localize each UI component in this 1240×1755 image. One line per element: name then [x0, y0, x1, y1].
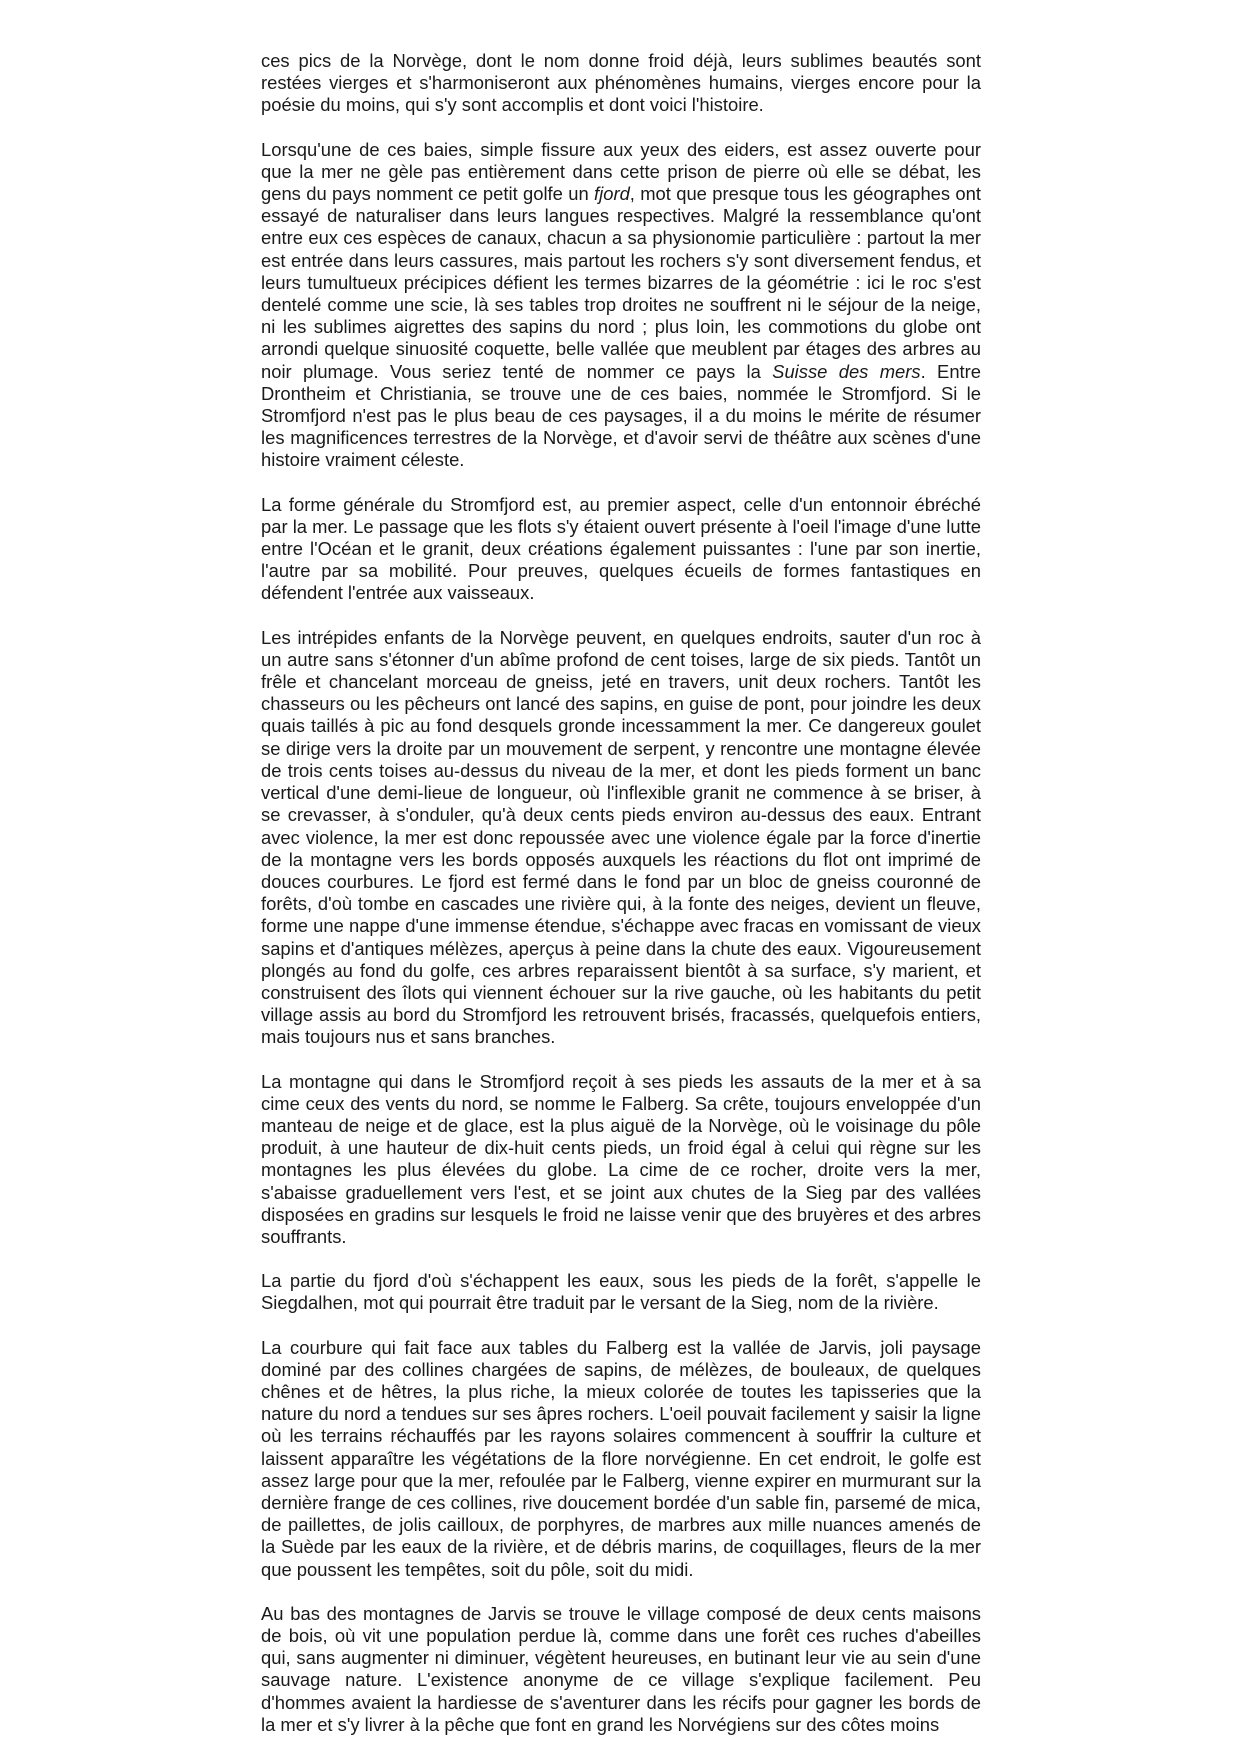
- document-page: [261, 50, 981, 1736]
- paragraph-1: ces pics de la Norvège, dont le nom donne froid déjà, leurs sublimes beautés sont restées vierges et s'harmoniseront aux phénomènes humains, vierges encore pour la poésie du moins, qui s'y sont accomplis et dont voici l'histoire.: [261, 50, 981, 116]
- paragraph-7: La courbure qui fait face aux tables du Falberg est la vallée de Jarvis, joli paysage dominé par des collines chargées de sapins, de mélèzes, de bouleaux, de quelques chênes et de hêtres, la plus riche, la mieux colorée de toutes les tapisseries que la nature du nord a tendues sur ses âpres rochers. L'oeil pouvait facilement y saisir la ligne où les terrains réchauffés par les rayons solaires commencent à souffrir la culture et laissent apparaître les végétations de la flore norvégienne. En cet endroit, le golfe est assez large pour que la mer, refoulée par le Falberg, vienne expirer en murmurant sur la dernière frange de ces collines, rive doucement bordée d'un sable fin, parsemé de mica, de paillettes, de jolis cailloux, de porphyres, de marbres aux mille nuances amenés de la Suède par les eaux de la rivière, et de débris marins, de coquillages, fleurs de la mer que poussent les tempêtes, soit du pôle, soit du midi.: [261, 1336, 981, 1580]
- paragraph-2: [261, 139, 981, 472]
- italic-term-fjord: fjord: [594, 183, 630, 205]
- paragraph-2-text-c: . Entre Drontheim et Christiania, se trouve une de ces baies, nommée le Stromfjord. Si le Stromfjord n'est pas le plus beau de ces paysages, il a du moins le mérite de résumer les magnificences terrestres de la Norvège, et d'avoir servi de théâtre aux scènes d'une histoire vraiment céleste.: [261, 360, 982, 471]
- paragraph-2-text-a: Lorsqu'une de ces baies, simple fissure aux yeux des eiders, est assez ouverte pour que la mer ne gèle pas entièrement dans cette prison de pierre où elle se débat, les gens du pays nomment ce petit golfe un: [261, 138, 981, 205]
- italic-term-suisse-des-mers: Suisse des mers: [772, 360, 921, 382]
- paragraph-3: La forme générale du Stromfjord est, au premier aspect, celle d'un entonnoir ébréché par la mer. Le passage que les flots s'y étaient ouvert présente à l'oeil l'image d'une lutte entre l'Océan et le granit, deux créations également puissantes : l'une par son inertie, l'autre par sa mobilité. Pour preuves, quelques écueils de formes fantastiques en défendent l'entrée aux vaisseaux.: [261, 493, 981, 604]
- paragraph-8: Au bas des montagnes de Jarvis se trouve le village composé de deux cents maisons de bois, où vit une population perdue là, comme dans une forêt ces ruches d'abeilles qui, sans augmenter ni diminuer, végètent heureuses, en butinant leur vie au sein d'une sauvage nature. L'existence anonyme de ce village s'explique facilement. Peu d'hommes avaient la hardiesse de s'aventurer dans les récifs pour gagner les bords de la mer et s'y livrer à la pêche que font en grand les Norvégiens sur des côtes moins: [261, 1602, 981, 1735]
- paragraph-2-text-b: , mot que presque tous les géographes ont essayé de naturaliser dans leurs langues respectives. Malgré la ressemblance qu'ont entre eux ces espèces de canaux, chacun a sa physionomie particulière : partout la mer est entrée dans leurs cassures, mais partout les rochers s'y sont diversement fendus, et leurs tumultueux précipices défient les termes bizarres de la géométrie : ici le roc s'est dentelé comme une scie, là ses tables trop droites ne souffrent ni le séjour de la neige, ni les sublimes aigrettes des sapins du nord ; plus loin, les commotions du globe ont arrondi quelque sinuosité coquette, belle vallée que meublent par étages des arbres au noir plumage. Vous seriez tenté de nommer ce pays la: [261, 183, 981, 382]
- paragraph-5: La montagne qui dans le Stromfjord reçoit à ses pieds les assauts de la mer et à sa cime ceux des vents du nord, se nomme le Falberg. Sa crête, toujours enveloppée d'un manteau de neige et de glace, est la plus aiguë de la Norvège, où le voisinage du pôle produit, à une hauteur de dix-huit cents pieds, un froid égal à celui qui règne sur les montagnes les plus élevées du globe. La cime de ce rocher, droite vers la mer, s'abaisse graduellement vers l'est, et se joint aux chutes de la Sieg par des vallées disposées en gradins sur lesquels le froid ne laisse venir que des bruyères et des arbres souffrants.: [261, 1070, 981, 1247]
- paragraph-6: La partie du fjord d'où s'échappent les eaux, sous les pieds de la forêt, s'appelle le Siegdalhen, mot qui pourrait être traduit par le versant de la Sieg, nom de la rivière.: [261, 1270, 981, 1314]
- paragraph-4: Les intrépides enfants de la Norvège peuvent, en quelques endroits, sauter d'un roc à un autre sans s'étonner d'un abîme profond de cent toises, large de six pieds. Tantôt un frêle et chancelant morceau de gneiss, jeté en travers, unit deux rochers. Tantôt les chasseurs ou les pêcheurs ont lancé des sapins, en guise de pont, pour joindre les deux quais taillés à pic au fond desquels gronde incessamment la mer. Ce dangereux goulet se dirige vers la droite par un mouvement de serpent, y rencontre une montagne élevée de trois cents toises au-dessus du niveau de la mer, et dont les pieds forment un banc vertical d'une demi-lieue de longueur, où l'inflexible granit ne commence à se briser, à se crevasser, à s'onduler, qu'à deux cents pieds environ au-dessus des eaux. Entrant avec violence, la mer est donc repoussée avec une violence égale par la force d'inertie de la montagne vers les bords opposés auxquels les réactions du flot ont imprimé de douces courbures. Le fjord est fermé dans le fond par un bloc de gneiss couronné de forêts, d'où tombe en cascades une rivière qui, à la fonte des neiges, devient un fleuve, forme une nappe d'une immense étendue, s'échappe avec fracas en vomissant de vieux sapins et d'antiques mélèzes, aperçus à peine dans la chute des eaux. Vigoureusement plongés au fond du golfe, ces arbres reparaissent bientôt à sa surface, s'y marient, et construisent des îlots qui viennent échouer sur la rive gauche, où les habitants du petit village assis au bord du Stromfjord les retrouvent brisés, fracassés, quelquefois entiers, mais toujours nus et sans branches.: [261, 626, 981, 1048]
